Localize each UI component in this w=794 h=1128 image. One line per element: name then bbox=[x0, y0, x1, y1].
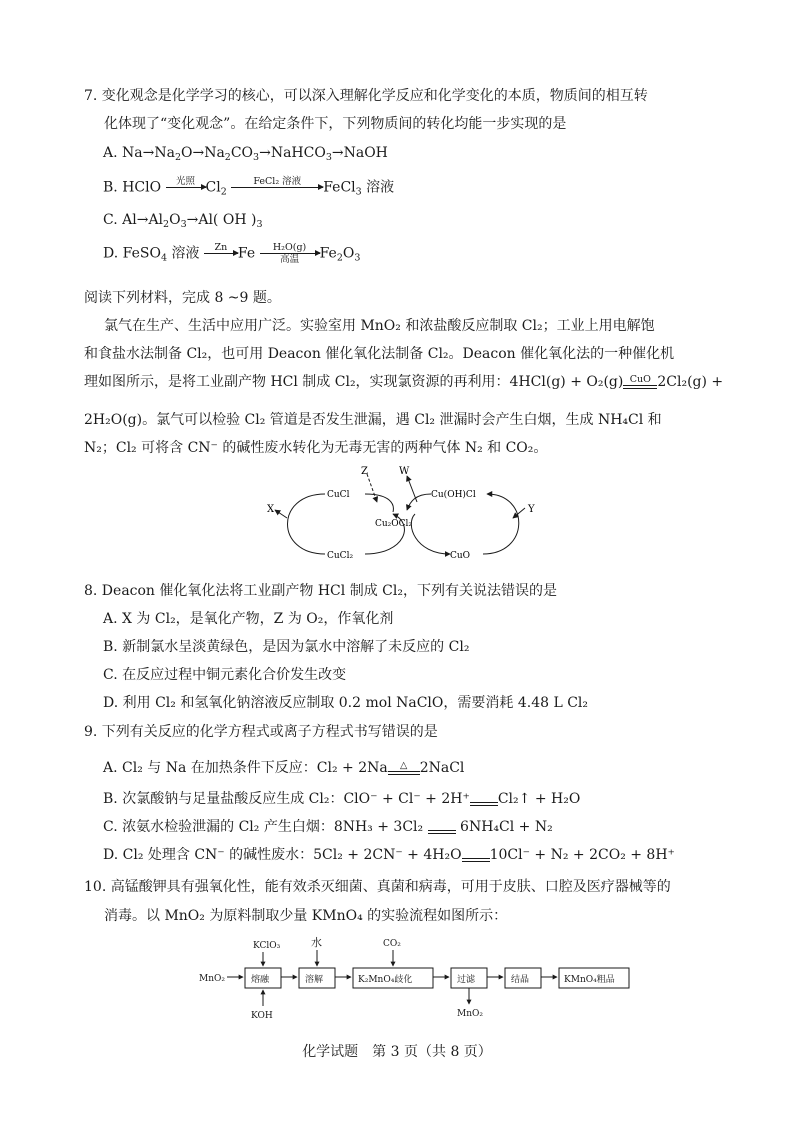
cycle-y-in-arrow bbox=[513, 508, 525, 518]
q7-option-d-label: D. bbox=[103, 245, 119, 262]
q9-option-c: C. 浓氨水检验泄漏的 Cl₂ 产生白烟：8NH₃ + 3Cl₂ 6NH₄Cl + N₂ bbox=[103, 819, 553, 835]
cycle-label-cuohcl: Cu(OH)Cl bbox=[431, 490, 476, 500]
q7-b-arrow-fecl2: FeCl₂ 溶液 bbox=[231, 176, 323, 199]
reading-para-line2: 和食盐水法制备 Cl₂，也可用 Deacon 催化氧化法制备 Cl₂。Deacon 催化氧化法的一种催化机 bbox=[84, 346, 675, 362]
q9-stem: 9. 下列有关反应的化学方程式或离子方程式书写错误的是 bbox=[84, 724, 438, 740]
q7-option-b-label: B. bbox=[103, 179, 118, 196]
q7-option-b: B. HClO 光照 $Cl_2$ FeCl₂ 溶液 FeCl$_3$ 溶液 bbox=[103, 176, 395, 198]
q10-stem-line2: 消毒。以 MnO₂ 为原料制取少量 KMnO₄ 的实验流程如图所示： bbox=[104, 908, 508, 924]
flow-product: KMnO₄粗品 bbox=[564, 975, 615, 985]
q8-option-a: A. X 为 Cl₂，是氧化产物，Z 为 O₂，作氧化剂 bbox=[103, 611, 394, 627]
q9-option-a: A. Cl₂ 与 Na 在加热条件下反应：Cl₂ + 2Na △ 2NaCl bbox=[103, 760, 465, 776]
cycle-label-z: Z bbox=[361, 466, 368, 477]
cycle-z-in-arrow bbox=[367, 474, 377, 502]
flow-input-kclo3: KClO₃ bbox=[253, 941, 281, 951]
flow-step-disproportion: K₂MnO₄歧化 bbox=[358, 975, 413, 985]
cycle-w-out-arrow bbox=[407, 476, 417, 502]
cycle-label-cucl2: CuCl₂ bbox=[327, 551, 354, 561]
flow-step-melt: 熔融 bbox=[251, 975, 270, 985]
q7-stem-line1: 7. 变化观念是化学学习的核心，可以深入理解化学反应和化学变化的本质，物质间的相互转 bbox=[84, 88, 648, 104]
q9-option-b: B. 次氯酸钠与足量盐酸反应生成 Cl₂：ClO⁻ + Cl⁻ + 2H⁺ Cl₂↑ + H₂O bbox=[103, 791, 581, 807]
reading-para-line4: 2H₂O(g)。氯气可以检验 Cl₂ 管道是否发生泄漏，遇 Cl₂ 泄漏时会产生白烟，生成 NH₄Cl 和 bbox=[84, 412, 662, 428]
q10-stem-line1: 10. 高锰酸钾具有强氧化性，能有效杀灭细菌、真菌和病毒，可用于皮肤、口腔及医疗器械等的 bbox=[84, 879, 671, 895]
q8-stem: 8. Deacon 催化氧化法将工业副产物 HCl 制成 Cl₂，下列有关说法错误的是 bbox=[84, 583, 557, 599]
q8-option-b: B. 新制氯水呈淡黄绿色，是因为氯水中溶解了未反应的 Cl₂ bbox=[103, 639, 470, 655]
flow-step-dissolve: 溶解 bbox=[305, 975, 324, 985]
cycle-arc-cuohcl-to-center bbox=[407, 494, 431, 510]
flow-input-koh: KOH bbox=[251, 1011, 273, 1021]
q9-a-equals-heat: △ bbox=[388, 761, 420, 775]
q8-option-c: C. 在反应过程中铜元素化合价发生改变 bbox=[103, 667, 347, 683]
cycle-label-cucl: CuCl bbox=[327, 490, 350, 500]
cycle-label-x: X bbox=[267, 504, 275, 515]
reading-intro: 阅读下列材料，完成 8 ~9 题。 bbox=[84, 290, 281, 306]
q7-stem-line2: 化体现了“变化观念”。在给定条件下，下列物质间的转化均能一步实现的是 bbox=[104, 116, 567, 132]
q7-option-c-label: C. bbox=[103, 212, 118, 228]
q7-option-c: C. $Al\to Al_2O_3\to Al$( OH )$_3$ bbox=[103, 212, 263, 230]
q9-option-d: D. Cl₂ 处理含 CN⁻ 的碱性废水：5Cl₂ + 2CN⁻ + 4H₂O 10Cl⁻ + N₂ + 2CO₂ + 8H⁺ bbox=[103, 847, 675, 863]
reading-para-line3: 理如图所示，是将工业副产物 HCl 制成 Cl₂，实现氯资源的再利用：4HCl(g) + O₂(g) CuO 2Cl₂(g) + bbox=[84, 374, 724, 390]
reading-para-line1: 氯气在生产、生活中应用广泛。实验室用 MnO₂ 和浓盐酸反应制取 Cl₂；工业上用电解饱 bbox=[104, 318, 655, 334]
flow-input-mno2: MnO₂ bbox=[199, 974, 225, 984]
q7-option-a: A. $Na\to Na_2O\to Na_2CO_3\to NaHCO_3\to NaOH$ bbox=[103, 145, 388, 163]
cycle-x-out-arrow bbox=[275, 510, 287, 518]
kmno4-flow-chart bbox=[195, 932, 645, 1024]
deacon-equals-sign: CuO bbox=[623, 375, 657, 389]
cycle-label-center: Cu₂OCl₂ bbox=[375, 519, 413, 529]
deacon-cycle-diagram bbox=[255, 462, 555, 572]
cycle-label-y: Y bbox=[528, 504, 535, 515]
reading-para-line5: N₂；Cl₂ 可将含 CN⁻ 的碱性废水转化为无毒无害的两种气体 N₂ 和 CO₂。 bbox=[84, 440, 548, 456]
q7-option-d: D. FeSO$_4$ 溶液 Zn Fe H₂O(g) 高温 $Fe_2O_3$ bbox=[103, 242, 361, 265]
flow-step-crystallize: 结晶 bbox=[511, 975, 530, 985]
q7-option-a-label: A. bbox=[103, 145, 118, 161]
q7-d-arrow-steam: H₂O(g) 高温 bbox=[260, 242, 320, 265]
cycle-label-w: W bbox=[399, 466, 410, 477]
cycle-label-cuo: CuO bbox=[450, 551, 471, 561]
flow-output-mno2: MnO₂ bbox=[457, 1009, 483, 1019]
cycle-right-arc bbox=[483, 494, 519, 554]
cycle-arc-top-left bbox=[365, 494, 393, 512]
flow-step-filter: 过滤 bbox=[457, 975, 476, 985]
cycle-left-arc bbox=[288, 494, 326, 554]
q8-option-d: D. 利用 Cl₂ 和氢氧化钠溶液反应制取 0.2 mol NaClO，需要消耗 4.48 L Cl₂ bbox=[103, 695, 589, 711]
q7-d-arrow-zn: Zn bbox=[204, 242, 238, 265]
cycle-arc-center-to-cuo bbox=[411, 514, 450, 554]
page-footer: 化学试题 第 3 页（共 8 页） bbox=[302, 1044, 492, 1060]
flow-input-co2: CO₂ bbox=[383, 939, 401, 949]
q7-b-arrow-light: 光照 bbox=[166, 176, 206, 199]
flow-input-water: 水 bbox=[311, 936, 322, 949]
